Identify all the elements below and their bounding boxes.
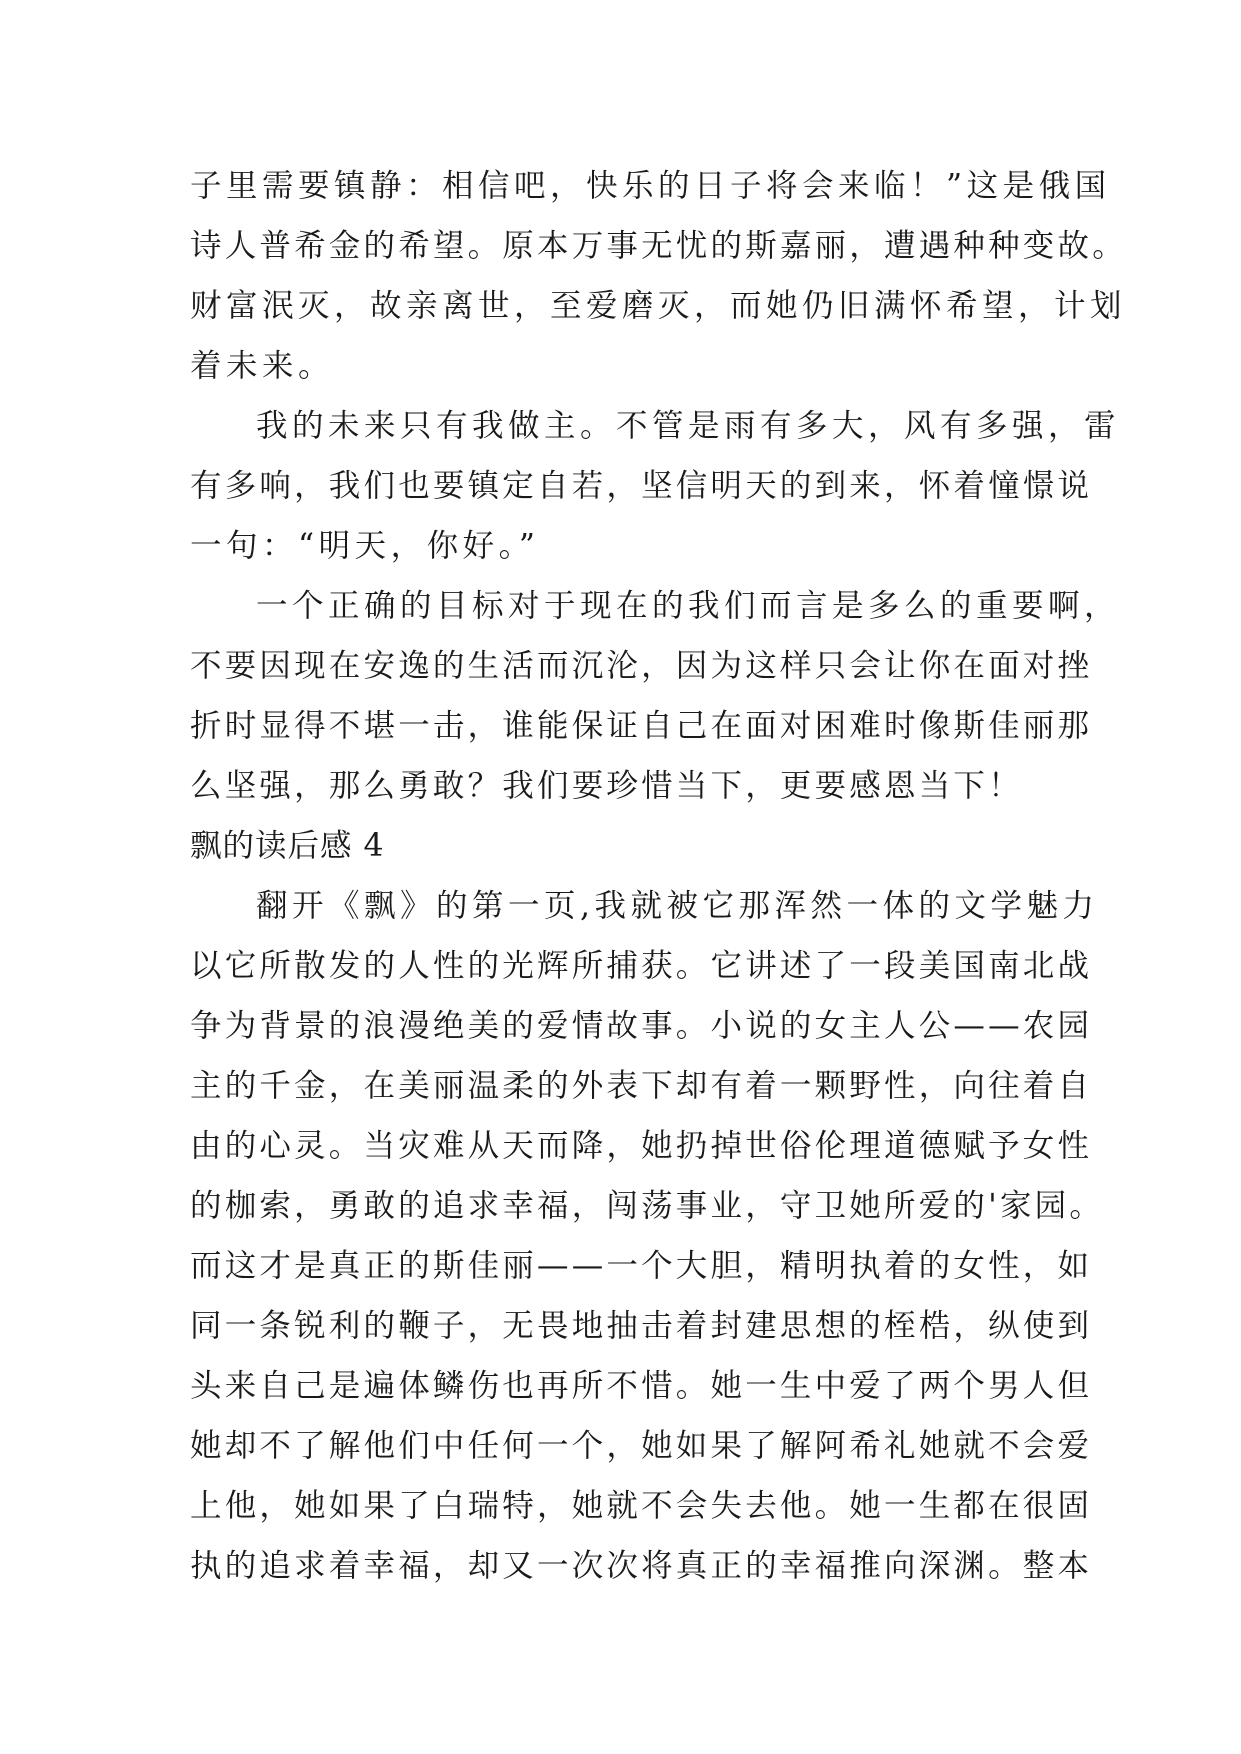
document-body <box>190 156 1127 1596</box>
text-line: 诗人普希金的希望。原本万事无忧的斯嘉丽，遭遇种种变故。 <box>190 228 1127 264</box>
text-line: 主的千金，在美丽温柔的外表下却有着一颗野性，向往着自 <box>190 1068 1093 1104</box>
paragraph-review <box>190 876 1105 1596</box>
text-line: 子里需要镇静：相信吧，快乐的日子将会来临！”这是俄国 <box>190 168 1111 204</box>
text-line: 我的未来只有我做主。不管是雨有多大，风有多强，雷 <box>256 408 1121 444</box>
text-line: 她却不了解他们中任何一个，她如果了解阿希礼她就不会爱 <box>190 1428 1093 1464</box>
paragraph-future <box>190 396 1121 576</box>
text-line: 头来自己是遍体鳞伤也再所不惜。她一生中爱了两个男人但 <box>190 1368 1093 1404</box>
text-line: 翻开《飘》的第一页,我就被它那浑然一体的文学魅力 <box>256 888 1099 924</box>
text-line: 由的心灵。当灾难从天而降，她扔掉世俗伦理道德赋予女性 <box>190 1128 1093 1164</box>
text-line: 争为背景的浪漫绝美的爱情故事。小说的女主人公——农园 <box>190 1008 1093 1044</box>
paragraph-goal <box>190 576 1121 816</box>
text-line: 的枷索，勇敢的追求幸福，闯荡事业，守卫她所爱的'家园。 <box>190 1188 1105 1224</box>
text-line: 财富泯灭，故亲离世，至爱磨灭，而她仍旧满怀希望，计划 <box>190 288 1127 324</box>
text-line: 不要因现在安逸的生活而沉沦，因为这样只会让你在面对挫 <box>190 648 1093 684</box>
text-line: 一句：“明天，你好。” <box>190 528 540 564</box>
text-line: 同一条锐利的鞭子，无畏地抽击着封建思想的桎梏，纵使到 <box>190 1308 1093 1344</box>
text-line: 有多响，我们也要镇定自若，坚信明天的到来，怀着憧憬说 <box>190 468 1093 504</box>
text-line: 么坚强，那么勇敢？我们要珍惜当下，更要感恩当下！ <box>190 768 1023 804</box>
text-line: 上他，她如果了白瑞特，她就不会失去他。她一生都在很固 <box>190 1488 1093 1524</box>
text-line: 折时显得不堪一击，谁能保证自己在面对困难时像斯佳丽那 <box>190 708 1093 744</box>
paragraph-hope <box>190 156 1127 396</box>
text-line: 而这才是真正的斯佳丽——一个大胆，精明执着的女性，如 <box>190 1248 1093 1284</box>
text-line: 着未来。 <box>190 348 335 384</box>
text-line: 一个正确的目标对于现在的我们而言是多么的重要啊， <box>256 588 1121 624</box>
text-line: 执的追求着幸福，却又一次次将真正的幸福推向深渊。整本 <box>190 1548 1093 1584</box>
section-heading: 飘的读后感 4 <box>190 828 385 864</box>
text-line: 以它所散发的人性的光辉所捕获。它讲述了一段美国南北战 <box>190 948 1093 984</box>
